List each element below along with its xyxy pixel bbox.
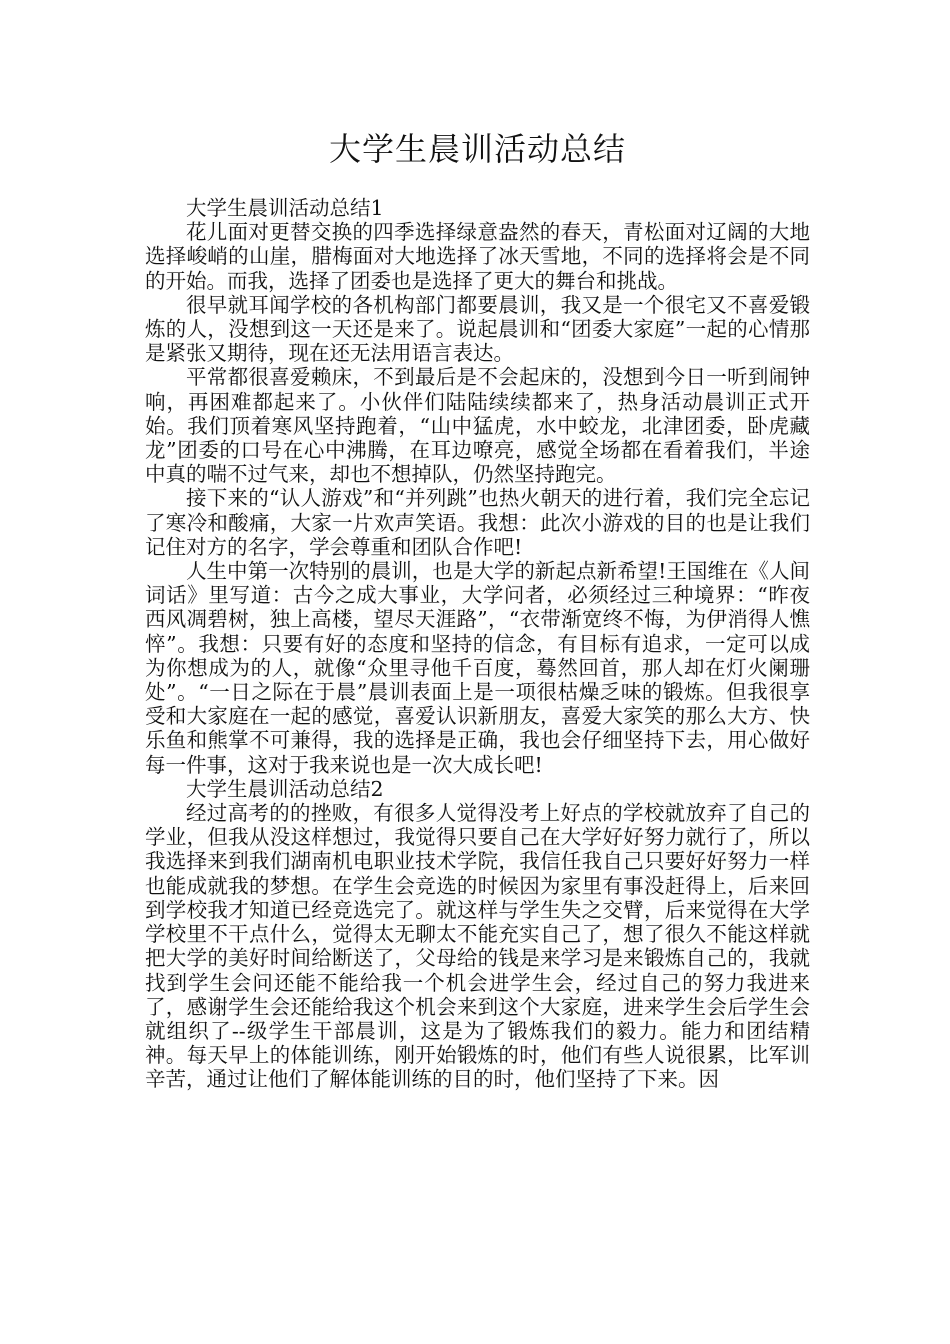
paragraph: 经过高考的的挫败，有很多人觉得没考上好点的学校就放弃了自己的学业，但我从没这样想过，我觉得只要自己在大学好好努力就行了，所以我选择来到我们湖南机电职业技术学院，我信任我自己只要好好努力一样也能成就我的梦想。在学生会竞选的时候因为家里有事没赶得上，后来回到学校我才知道已经竞选完了。就这样与学生失之交臂，后来觉得在大学学校里不干点什么，觉得太无聊太不能充实自己了，想了很久不能这样就把大学的美好时间给断送了，父母给的钱是来学习是来锻炼自己的，我就找到学生会问还能不能给我一个机会进学生会，经过自己的努力我进来了，感谢学生会还能给我这个机会来到这个大家庭，进来学生会后学生会就组织了--级学生干部晨训，这是为了锻炼我们的毅力。能力和团结精神。每天早上的体能训练，刚开始锻炼的时，他们有些人说很累，比军训辛苦，通过让他们了解体能训练的目的时，他们坚持了下来。因: [145, 801, 810, 1092]
document-page: [145, 120, 810, 1092]
summary-section-1: [145, 196, 810, 777]
section-heading: 大学生晨训活动总结2: [186, 776, 384, 801]
paragraph: 人生中第一次特别的晨训，也是大学的新起点新希望!王国维在《人间词话》里写道：古今之成大事业，大学问者，必须经过三种境界：“昨夜西风凋碧树，独上高楼，望尽天涯路”，“衣带渐宽终不悔，为伊消得人憔悴”。我想：只要有好的态度和坚持的信念，有目标有追求，一定可以成为你想成为的人，就像“众里寻他千百度，蓦然回首，那人却在灯火阑珊处”。“一日之际在于晨”晨训表面上是一项很枯燥乏味的锻炼。但我很享受和大家庭在一起的感觉，喜爱认识新朋友，喜爱大家笑的那么大方、快乐鱼和熊掌不可兼得，我的选择是正确，我也会仔细坚持下去，用心做好每一件事，这对于我来说也是一次大成长吧!: [145, 559, 810, 777]
paragraph: 花儿面对更替交换的四季选择绿意盎然的春天，青松面对辽阔的大地选择峻峭的山崖，腊梅面对大地选择了冰天雪地，不同的选择将会是不同的开始。而我，选择了团委也是选择了更大的舞台和挑战。: [145, 220, 810, 293]
paragraph: 接下来的“认人游戏”和“并列跳”也热火朝天的进行着，我们完全忘记了寒冷和酸痛，大家一片欢声笑语。我想：此次小游戏的目的也是让我们记住对方的名字，学会尊重和团队合作吧!: [145, 486, 810, 559]
paragraph: 很早就耳闻学校的各机构部门都要晨训，我又是一个很宅又不喜爱锻炼的人，没想到这一天还是来了。说起晨训和“团委大家庭”一起的心情那是紧张又期待，现在还无法用语言表达。: [145, 292, 810, 366]
document-title: 大学生晨训活动总结: [328, 130, 626, 168]
paragraph: 平常都很喜爱赖床，不到最后是不会起床的，没想到今日一听到闹钟响，再困难都起来了。小伙伴们陆陆续续都来了，热身活动晨训正式开始。我们顶着寒风坚持跑着，“山中猛虎，水中蛟龙，北津团委，卧虎藏龙”团委的口号在心中沸腾，在耳边嘹亮，感觉全场都在看着我们，半途中真的喘不过气来，却也不想掉队，仍然坚持跑完。: [145, 365, 810, 487]
section-heading: 大学生晨训活动总结1: [186, 196, 384, 220]
summary-section-2: [145, 777, 810, 1092]
